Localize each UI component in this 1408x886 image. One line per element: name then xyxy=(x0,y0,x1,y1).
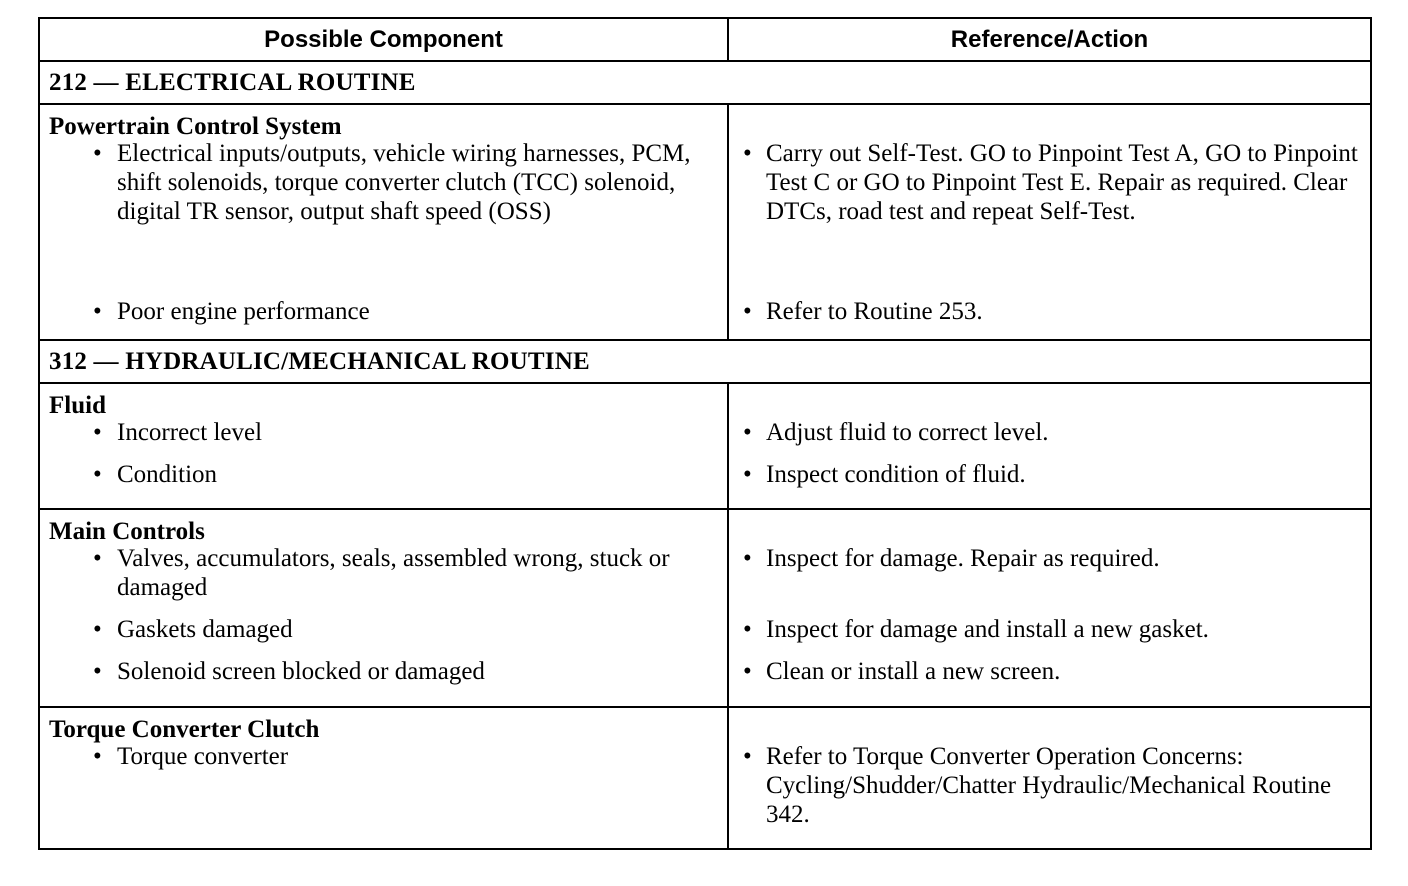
action-text: Inspect for damage. Repair as required. xyxy=(766,545,1160,572)
action-item xyxy=(729,418,1370,460)
component-cell xyxy=(39,707,728,849)
bullet-glyph: • xyxy=(93,743,102,770)
bullet-glyph: • xyxy=(93,461,102,488)
component-item xyxy=(40,139,727,297)
component-item xyxy=(40,418,727,460)
action-item xyxy=(729,657,1370,706)
component-text: Condition xyxy=(117,461,218,488)
component-text: Valves, accumulators, seals, assembled wrong, stuck or damaged xyxy=(117,545,670,601)
category-label: Main Controls xyxy=(49,518,205,545)
action-item xyxy=(729,139,1370,297)
routine-title: 212 — ELECTRICAL ROUTINE xyxy=(39,61,1371,104)
bullet-glyph: • xyxy=(743,298,752,325)
component-cell xyxy=(39,509,728,707)
action-item xyxy=(729,544,1370,615)
routine-row xyxy=(39,340,1371,383)
component-item xyxy=(40,544,727,615)
component-text: Gaskets damaged xyxy=(117,616,293,643)
category-label: Powertrain Control System xyxy=(49,113,342,140)
action-item xyxy=(729,615,1370,657)
component-item xyxy=(40,657,727,706)
action-item xyxy=(729,297,1370,339)
component-cell xyxy=(39,104,728,340)
bullet-glyph: • xyxy=(743,545,752,572)
routine-row xyxy=(39,61,1371,104)
component-text: Electrical inputs/outputs, vehicle wiring harnesses, PCM, shift solenoids, torque converter clutch (TCC) solenoid, digital TR sensor, output shaft speed (OSS) xyxy=(117,140,691,225)
component-cell xyxy=(39,383,728,509)
group-row xyxy=(39,383,1371,509)
component-text: Poor engine performance xyxy=(117,298,370,325)
action-text: Refer to Torque Converter Operation Concerns: Cycling/Shudder/Chatter Hydraulic/Mechanical Routine 342. xyxy=(766,743,1332,828)
action-text: Clean or install a new screen. xyxy=(766,658,1061,685)
bullet-glyph: • xyxy=(743,419,752,446)
routine-title: 312 — HYDRAULIC/MECHANICAL ROUTINE xyxy=(39,340,1371,383)
group-row xyxy=(39,104,1371,340)
bullet-glyph: • xyxy=(743,616,752,643)
component-item xyxy=(40,615,727,657)
action-text: Adjust fluid to correct level. xyxy=(766,419,1049,446)
action-cell xyxy=(728,707,1371,849)
action-item xyxy=(729,460,1370,508)
action-cell xyxy=(728,383,1371,509)
group-row xyxy=(39,509,1371,707)
bullet-glyph: • xyxy=(743,140,752,167)
bullet-glyph: • xyxy=(93,616,102,643)
bullet-glyph: • xyxy=(93,545,102,572)
action-cell xyxy=(728,104,1371,340)
header-possible-component: Possible Component xyxy=(39,18,728,61)
action-cell xyxy=(728,509,1371,707)
action-text: Inspect condition of fluid. xyxy=(766,461,1026,488)
bullet-glyph: • xyxy=(93,140,102,167)
bullet-glyph: • xyxy=(93,658,102,685)
component-text: Torque converter xyxy=(117,743,289,770)
component-text: Incorrect level xyxy=(117,419,263,446)
action-item xyxy=(729,742,1370,848)
bullet-glyph: • xyxy=(743,743,752,770)
category-label: Fluid xyxy=(49,392,106,419)
bullet-glyph: • xyxy=(743,658,752,685)
group-row xyxy=(39,707,1371,849)
action-text: Carry out Self-Test. GO to Pinpoint Test A, GO to Pinpoint Test C or GO to Pinpoint Test E. Repair as required. Clear DTCs, road test and repeat Self-Test. xyxy=(766,140,1358,225)
component-text: Solenoid screen blocked or damaged xyxy=(117,658,485,685)
component-item xyxy=(40,460,727,508)
header-row xyxy=(39,18,1371,61)
action-text: Refer to Routine 253. xyxy=(766,298,983,325)
bullet-glyph: • xyxy=(93,298,102,325)
component-item xyxy=(40,297,727,339)
bullet-glyph: • xyxy=(743,461,752,488)
component-item xyxy=(40,742,727,848)
bullet-glyph: • xyxy=(93,419,102,446)
category-label: Torque Converter Clutch xyxy=(49,716,320,743)
diagnosis-table xyxy=(38,17,1372,850)
action-text: Inspect for damage and install a new gasket. xyxy=(766,616,1209,643)
header-reference-action: Reference/Action xyxy=(728,18,1371,61)
